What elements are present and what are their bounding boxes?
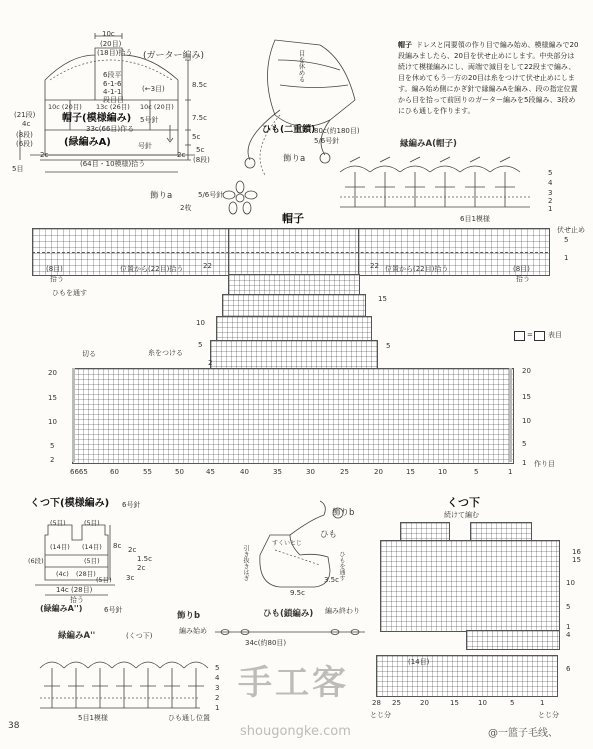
sock-chart-tick: 20 bbox=[420, 699, 429, 707]
hat-chart-step-2 bbox=[216, 316, 372, 342]
hat-chart-top-block bbox=[228, 274, 360, 296]
hat-rib-label: (緑編みA) bbox=[64, 137, 111, 148]
hat-chart-thread: 糸をつける bbox=[148, 349, 183, 357]
sock-chart-tick: 25 bbox=[392, 699, 401, 707]
sock-v3: 1.5c bbox=[137, 555, 152, 563]
edging-a2-row-4: 4 bbox=[215, 674, 220, 682]
edging-a-bottom: 6目1模様 bbox=[460, 215, 490, 223]
hat-chart-band-divider bbox=[32, 252, 548, 253]
hat-main-label: 帽子(模様編み) bbox=[62, 113, 132, 124]
sock-chart-tick: 28 bbox=[372, 699, 381, 707]
sock-chart-r16: 16 bbox=[572, 548, 581, 556]
hat-chart-right-row-20: 20 bbox=[522, 367, 531, 375]
sock-chart-right-tie: とじ分 bbox=[538, 711, 559, 719]
hat-left-l3: (6段) bbox=[16, 140, 33, 148]
hat-bottom-5: 5目 bbox=[12, 165, 24, 173]
hat-chart-left-pos: 位置から(22目)拾う bbox=[120, 265, 184, 273]
hat-chart-cut: 切る bbox=[82, 350, 96, 358]
deco-b-meas2: 3.5c bbox=[324, 576, 339, 584]
hat-schematic bbox=[0, 0, 240, 200]
hat-chart-right-row-1: 1 bbox=[522, 459, 527, 467]
edging-a2-title: 緑編みA'' bbox=[58, 631, 96, 641]
sock-title: くつ下(模様編み) bbox=[30, 498, 110, 509]
sock-v4: 2c bbox=[137, 564, 146, 572]
sock-chart-lobe-left bbox=[400, 522, 450, 542]
sock-l2: (5目) bbox=[84, 519, 100, 527]
hat-left-l1: (21段) bbox=[14, 111, 36, 119]
sock-pick: 拾う bbox=[70, 596, 84, 604]
hat-bottom-pickup: (64目・10模様)拾う bbox=[80, 160, 146, 168]
hat-chart-left-8: (8目) bbox=[46, 265, 63, 273]
bonnet-deco-label: 飾りa bbox=[283, 154, 306, 164]
hat-chart-mid-22-right: 22 bbox=[370, 262, 379, 270]
hat-chart-tick: 40 bbox=[240, 468, 249, 476]
hat-chart-tick: 1 bbox=[508, 468, 513, 476]
sock-l6: (6段) bbox=[28, 557, 44, 565]
legend-eq: = bbox=[527, 331, 533, 339]
hat-chart-mid-22-left: 22 bbox=[203, 262, 212, 270]
hat-chart-top-1: 1 bbox=[564, 254, 569, 262]
edging-a2-row-5: 5 bbox=[215, 664, 220, 672]
sock-chart-upper bbox=[380, 540, 560, 632]
hat-width-label: 33c(66目)作る bbox=[86, 125, 135, 133]
edging-a2-row-1: 1 bbox=[215, 704, 220, 712]
sock-chart-r10: 10 bbox=[566, 579, 575, 587]
instructions-title: 帽子 bbox=[398, 41, 412, 49]
hat-chart-right-row-5: 5 bbox=[522, 440, 527, 448]
hat-top-sub2: (18目)拾う bbox=[97, 49, 133, 57]
edging-a-row-1: 1 bbox=[548, 205, 553, 213]
hat-chart-r5-left: 5 bbox=[198, 341, 203, 349]
edging-a-row-3: 3 bbox=[548, 189, 553, 197]
hat-chart-right-8: (8目) bbox=[513, 265, 530, 273]
edging-a2-b2: ひも通し位置 bbox=[168, 714, 210, 722]
cord-b-end: 編み終わり bbox=[325, 607, 360, 615]
sock-l9: (5目) bbox=[96, 576, 112, 584]
hat-chart-body-edge-right bbox=[509, 368, 512, 462]
cord-b-cord: ひも(鎖編み) bbox=[263, 609, 314, 619]
hat-garter-label: (ガーター編み) bbox=[143, 51, 205, 61]
sock-bottom-label: (緑編みA'') bbox=[40, 604, 83, 613]
hat-chart-r10: 10 bbox=[196, 319, 205, 327]
flower-a-count: 2枚 bbox=[180, 204, 192, 212]
edging-a bbox=[335, 138, 585, 228]
sock-l8: (28目) bbox=[76, 570, 96, 578]
edging-a2 bbox=[30, 627, 240, 725]
legend-swatch-2 bbox=[534, 331, 545, 341]
cord-b-start: 編み始め bbox=[179, 627, 207, 635]
watermark-handle: @一篮子毛线、 bbox=[488, 728, 558, 739]
hat-r5: (8段) bbox=[193, 156, 210, 164]
hat-top-sub1: (20目) bbox=[100, 40, 122, 48]
hat-center-mid: 13c (26目) bbox=[96, 103, 130, 111]
hat-chart-left-row-20: 20 bbox=[48, 369, 57, 377]
flower-a-icon bbox=[222, 180, 258, 216]
hat-chart-r15: 15 bbox=[378, 295, 387, 303]
hat-left-l2: (8段) bbox=[16, 131, 33, 139]
sock-chart-tick: 15 bbox=[450, 699, 459, 707]
flower-a-needle: 5/6号針 bbox=[198, 191, 224, 199]
hat-chart-right-pick: 拾う bbox=[516, 275, 530, 283]
sock-chart-mid-label: (14目) bbox=[408, 658, 430, 666]
edging-a-row-5: 5 bbox=[548, 169, 553, 177]
sock-chart-r15: 15 bbox=[572, 556, 581, 564]
deco-b-sub2: 引き抜きはぎ bbox=[242, 545, 249, 581]
hat-chart-tick: 20 bbox=[374, 468, 383, 476]
hat-bottom-2c-left: 2c bbox=[40, 151, 49, 159]
hat-chart-left-pick: 拾う bbox=[50, 275, 64, 283]
hat-chart-left-row-10: 10 bbox=[48, 418, 57, 426]
sock-v5: 3c bbox=[126, 574, 135, 582]
flower-a-label: 飾りa bbox=[150, 191, 173, 201]
sock-needle: 6号針 bbox=[122, 501, 141, 509]
hat-chart-right-pos: 位置から(22目)拾う bbox=[385, 265, 449, 273]
sock-chart-lobe-right bbox=[470, 522, 532, 542]
hat-r1: 8.5c bbox=[192, 81, 207, 89]
page-number: 38 bbox=[8, 721, 20, 731]
hat-center-left: 10c (20目) bbox=[48, 103, 82, 111]
watermark-logo: 手工客 bbox=[238, 663, 349, 703]
deco-b-label: 飾りb bbox=[332, 508, 355, 518]
sock-v2: 2c bbox=[128, 546, 137, 554]
sock-deco-illustration bbox=[220, 495, 370, 605]
bonnet-cord-meta: 80c(約180目) bbox=[314, 127, 360, 135]
deco-b-sub1: すくいとじ bbox=[272, 540, 303, 547]
cord-b-deco: 飾りb bbox=[177, 611, 201, 621]
hat-r4: 5c bbox=[196, 146, 205, 154]
sock-chart-tick: 5 bbox=[510, 699, 515, 707]
sock-l7: (4c) bbox=[56, 570, 69, 578]
edging-a-row-4: 4 bbox=[548, 179, 553, 187]
hat-r2: 7.5c bbox=[192, 114, 207, 122]
deco-b-meas: 9.5c bbox=[290, 589, 305, 597]
hat-chart-tick: 10 bbox=[438, 468, 447, 476]
hat-rib-needle: 号針 bbox=[138, 142, 152, 150]
instructions-block bbox=[398, 40, 581, 117]
hat-chart-r5-right: 5 bbox=[386, 342, 391, 350]
hat-chart-tick: 55 bbox=[143, 468, 152, 476]
sock-chart-tick: 1 bbox=[540, 699, 545, 707]
instructions-body: ドレスと同要領の作り目で編み始め、模様編みで20段編みましたら、20目を伏せ止めにします。中央部分は続けて模様編みにし、両端で減目をして22段まで編み、目を休めてもう一方の20目は糸をつけて伏せ止めにします。編み始め側にかぎ針で縁編みAを編み、段の指定位置から目を拾って前回りのガーター編みを5段編み、3段めにひも通しを作ります。 bbox=[398, 41, 579, 115]
bonnet-cord-needle: 5/6号針 bbox=[314, 137, 340, 145]
edging-a2-chart bbox=[40, 648, 210, 713]
sock-chart-heel bbox=[466, 630, 560, 650]
hat-chart-left-row-15: 15 bbox=[48, 394, 57, 402]
sock-schematic bbox=[0, 495, 170, 615]
sock-width: 14c (28目) bbox=[56, 586, 93, 594]
hat-chart-tick: 45 bbox=[206, 468, 215, 476]
edging-a-row-2: 2 bbox=[548, 197, 553, 205]
cord-b-len: 34c(約80目) bbox=[245, 639, 287, 647]
sock-l5: (5目) bbox=[84, 557, 100, 565]
hat-chart-body bbox=[72, 368, 514, 464]
hat-chart-tick: 30 bbox=[306, 468, 315, 476]
sock-chart-tick: 10 bbox=[478, 699, 487, 707]
legend-text: 表目 bbox=[548, 331, 562, 339]
sock-chart-title: くつ下 bbox=[447, 496, 480, 509]
hat-chart-legend bbox=[514, 331, 574, 343]
hat-top-label: 10c bbox=[102, 30, 115, 38]
edging-a2-row-3: 3 bbox=[215, 684, 220, 692]
hat-chart-left-row-5: 5 bbox=[50, 442, 55, 450]
edging-a-title: 縁編みA(帽子) bbox=[400, 139, 457, 149]
sock-chart-r5: 5 bbox=[566, 603, 571, 611]
sock-chart-r6: 6 bbox=[566, 665, 571, 673]
sock-chart-bottom-ticks bbox=[370, 700, 570, 710]
hat-left-side: 4c bbox=[22, 120, 31, 128]
hat-chart-step-1 bbox=[222, 294, 366, 318]
hat-chart-tick: 5 bbox=[474, 468, 479, 476]
bonnet-cord-label: ひも(二重鎖) bbox=[262, 125, 316, 135]
deco-b-label2: ひも bbox=[320, 530, 338, 540]
hat-chart-start-label: 作り目 bbox=[534, 460, 555, 468]
sock-l1: (5目) bbox=[50, 519, 66, 527]
sock-chart-r4: 4 bbox=[566, 631, 571, 639]
hat-chart-title: 帽子 bbox=[282, 212, 304, 225]
hat-chart-tick: 60 bbox=[110, 468, 119, 476]
hat-chart-step-3 bbox=[210, 340, 378, 370]
hat-chart-left-cord: ひもを通す bbox=[52, 289, 87, 297]
hat-chart-top-5: 5 bbox=[564, 236, 569, 244]
edging-a2-b1: 5目1模様 bbox=[78, 714, 108, 722]
hat-dec-row-2: 4-1-1 bbox=[103, 88, 122, 96]
hat-needle: 5号針 bbox=[140, 116, 159, 124]
hat-chart-right-row-10: 10 bbox=[522, 417, 531, 425]
deco-b-sub3: ひもを通す bbox=[338, 551, 345, 581]
hat-chart-bottom-ticks bbox=[70, 469, 520, 479]
hat-dec-label: 6段平 bbox=[103, 71, 122, 79]
hat-chart-r2: 2 bbox=[208, 359, 213, 367]
sock-l4: (14目) bbox=[82, 543, 102, 551]
edging-a2-sub: (くつ下) bbox=[126, 632, 153, 640]
instructions-text bbox=[398, 40, 581, 117]
hat-chart-tick: 15 bbox=[406, 468, 415, 476]
flower-a bbox=[150, 180, 270, 220]
edging-a-chart bbox=[340, 152, 540, 214]
hat-center-right: 10c (20目) bbox=[140, 103, 174, 111]
watermark-url: shougongke.com bbox=[240, 724, 351, 739]
bonnet-label-vertical: 目を休める bbox=[297, 50, 306, 83]
sock-chart-r1: 1 bbox=[566, 623, 571, 631]
hat-chart-top-right: 伏せ止め bbox=[557, 226, 585, 234]
sock-l3: (14目) bbox=[50, 543, 70, 551]
hat-chart-right-row-15: 15 bbox=[522, 393, 531, 401]
sock-v1: 8c bbox=[113, 542, 122, 550]
sock-bottom-needle: 6号針 bbox=[104, 606, 123, 614]
sock-chart-lower bbox=[376, 655, 558, 697]
legend-swatch bbox=[514, 331, 525, 341]
hat-r3: 5c bbox=[192, 133, 201, 141]
edging-a2-row-2: 2 bbox=[215, 694, 220, 702]
hat-chart-body-edge bbox=[72, 368, 75, 462]
sock-chart-sub: 続けて編む bbox=[444, 511, 479, 519]
hat-chart-tick: 25 bbox=[340, 468, 349, 476]
hat-chart-left-row-2: 2 bbox=[50, 456, 55, 464]
hat-dec-row-3: 段目目 bbox=[103, 96, 124, 104]
hat-right-small: (←3目) bbox=[142, 85, 165, 93]
hat-chart-tick: 6665 bbox=[70, 468, 88, 476]
sock-chart-left-tie: とじ分 bbox=[370, 711, 391, 719]
hat-bottom-2c-right: 2c bbox=[177, 151, 186, 159]
hat-chart-tick: 35 bbox=[273, 468, 282, 476]
hat-dec-row-1: 6-1-6 bbox=[103, 80, 122, 88]
sock-illustration bbox=[220, 495, 370, 605]
hat-chart-tick: 50 bbox=[175, 468, 184, 476]
